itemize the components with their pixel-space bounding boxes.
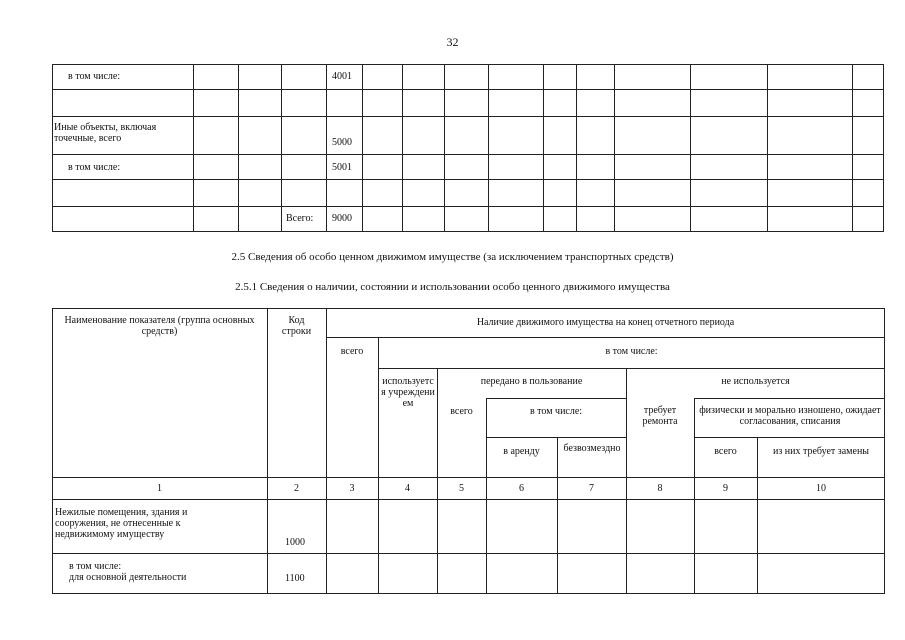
row-label: Иные объекты, включая точечные, всего — [54, 122, 157, 144]
free-of-charge-header: безвозмездно — [563, 443, 621, 454]
row-code: 5001 — [332, 162, 352, 173]
total-header: всего — [340, 346, 364, 357]
transferred-total-header: всего — [450, 406, 473, 417]
total-label: Всего: — [286, 213, 314, 224]
availability-header: Наличие движимого имущества на конец отчетного периода — [476, 317, 735, 328]
row-label: в том числе: — [68, 162, 121, 173]
column-number: 2 — [294, 483, 299, 494]
row-code: 5000 — [332, 137, 352, 148]
row-code-header: Код строки — [281, 315, 312, 337]
row-label: в том числе: — [68, 71, 121, 82]
needs-repair-header: требует ремонта — [642, 405, 678, 427]
row-label: Нежилые помещения, здания и сооружения, не отнесенные к недвижимому имуществу — [55, 507, 188, 540]
section-heading: 2.5 Сведения об особо ценном движимом имуществе (за исключением транспортных средств) — [231, 251, 674, 263]
for-rent-header: в аренду — [503, 446, 540, 457]
transferred-including-header: в том числе: — [529, 406, 583, 417]
used-by-institution-header: используется учреждением — [381, 376, 435, 409]
row-code: 4001 — [332, 71, 352, 82]
indicator-name-header: Наименование показателя (группа основных средств) — [64, 315, 255, 337]
worn-total-header: всего — [714, 446, 737, 457]
column-number: 5 — [459, 483, 464, 494]
column-number: 1 — [157, 483, 162, 494]
subsection-heading: 2.5.1 Сведения о наличии, состоянии и использовании особо ценного движимого имущества — [235, 281, 670, 293]
column-number: 4 — [405, 483, 410, 494]
row-code: 1000 — [285, 537, 305, 548]
column-number: 7 — [589, 483, 594, 494]
column-number: 6 — [519, 483, 524, 494]
bottom-table — [52, 308, 885, 594]
needs-replacement-header: из них требует замены — [772, 446, 870, 457]
row-label: в том числе: для основной деятельности — [69, 561, 187, 583]
including-header: в том числе: — [605, 346, 658, 357]
top-table — [52, 64, 884, 232]
transferred-header: передано в пользование — [480, 376, 583, 387]
row-code: 9000 — [332, 213, 352, 224]
column-number: 9 — [723, 483, 728, 494]
column-number: 10 — [816, 483, 826, 494]
column-number: 3 — [349, 483, 355, 494]
column-number: 8 — [657, 483, 663, 494]
not-used-header: не используется — [721, 376, 790, 387]
page-number: 32 — [446, 35, 459, 49]
row-code: 1100 — [285, 573, 305, 584]
worn-out-header: физически и морально изношено, ожидает согласования, списания — [699, 405, 881, 427]
